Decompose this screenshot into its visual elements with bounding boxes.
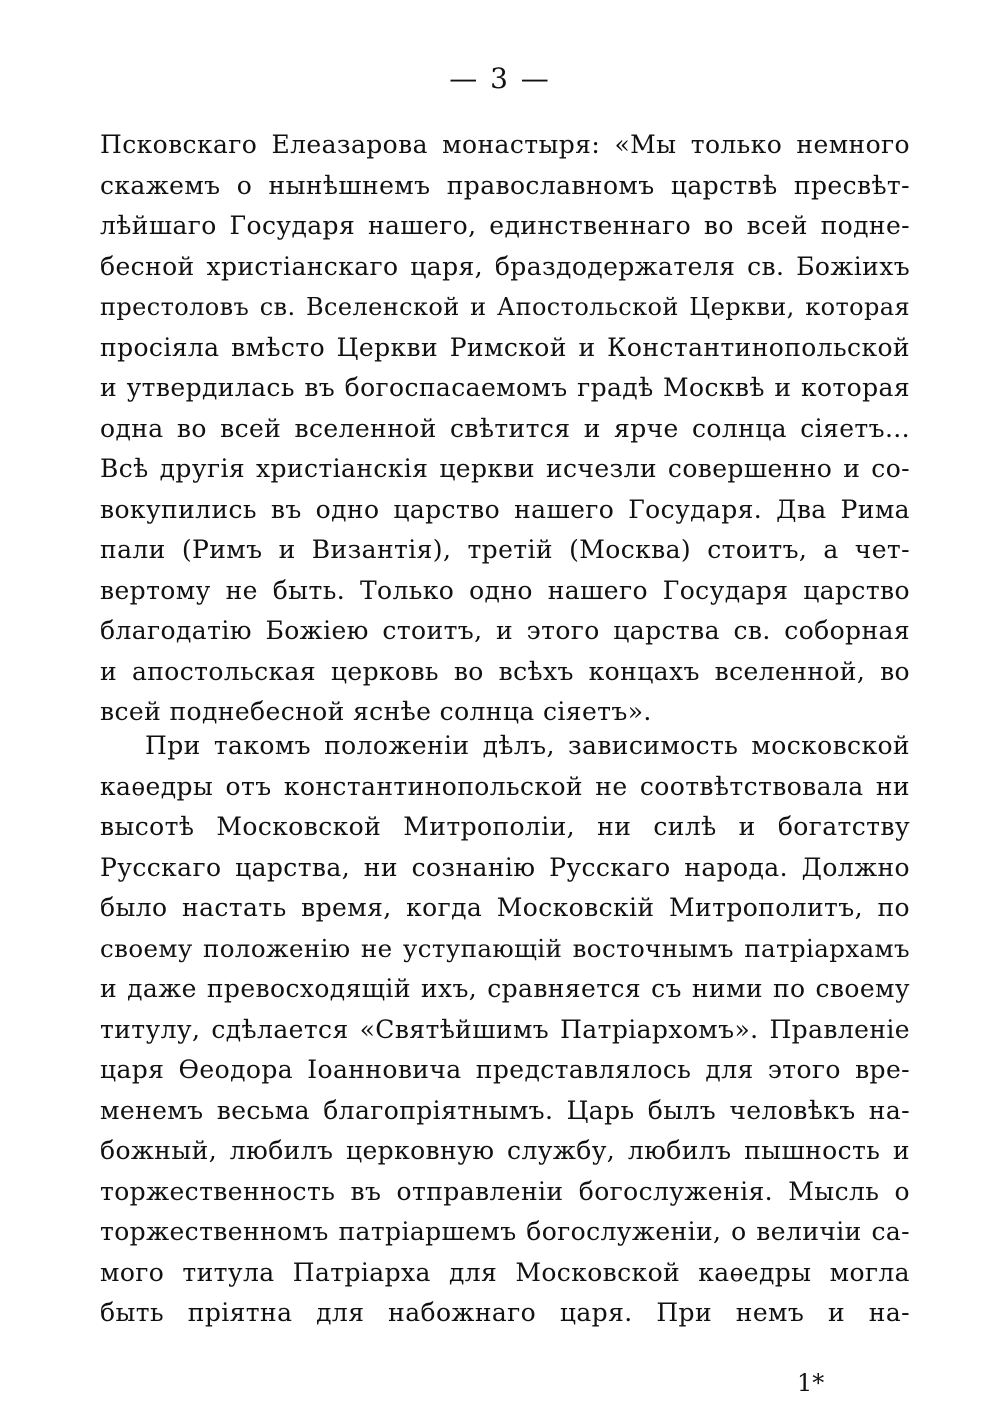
text-line: благодатію Божіею стоитъ, и этого царства св. соборная — [100, 616, 910, 645]
text-line: каѳедры отъ константинопольской не соотвѣтствовала ни — [100, 771, 910, 801]
text-line: торжественномъ патріаршемъ богослуженіи, о величіи са- — [100, 1217, 910, 1246]
text-line: вокупились въ одно царство нашего Государя. Два Рима — [100, 494, 910, 524]
text-line: Русскаго царства, ни сознанію Русскаго народа. Должно — [100, 852, 910, 882]
text-line: вертому не быть. Только одно нашего Государя царство — [100, 575, 910, 605]
text-line: Всѣ другія христіанскія церкви исчезли совершенно и со- — [100, 454, 910, 483]
text-line: просіяла вмѣсто Церкви Римской и Константинопольской — [100, 332, 910, 362]
paragraph-1 — [100, 125, 910, 733]
text-line: своему положенію не уступающій восточнымъ патріархамъ — [100, 933, 910, 963]
text-line: менемъ весьма благопріятнымъ. Царь былъ человѣкъ на- — [100, 1095, 910, 1125]
text-line: титулу, сдѣлается «Святѣйшимъ Патріархомъ». Правленіе — [100, 1014, 910, 1044]
text-line: бесной христіанскаго царя, браздодержателя св. Божіихъ — [100, 251, 910, 281]
text-line: При такомъ положеніи дѣлъ, зависимость московской — [145, 731, 910, 760]
printer-signature-mark: 1* — [797, 1369, 825, 1397]
text-line: Псковскаго Елеазарова монастыря: «Мы только немного — [100, 130, 910, 159]
text-line: торжественность въ отправленіи богослуженія. Мысль о — [100, 1176, 910, 1206]
text-line: лѣйшаго Государя нашего, единственнаго во всей поднe- — [100, 211, 910, 240]
text-line: одна во всей вселенной свѣтится и ярче солнца сіяетъ... — [100, 413, 910, 443]
paragraph-2 — [100, 726, 910, 1334]
text-line: и апостольская церковь во всѣхъ концахъ вселенной, во — [100, 656, 910, 686]
text-line: пали (Римъ и Византія), третій (Москва) стоитъ, а чет- — [100, 535, 910, 564]
text-line: божный, любилъ церковную службу, любилъ пышность и — [100, 1136, 910, 1165]
text-line: было настать время, когда Московскій Митрополитъ, по — [100, 893, 910, 922]
text-line: царя Ѳеодора Іоанновича представлялось для этого вре- — [100, 1055, 910, 1084]
text-line: и даже превосходящій ихъ, сравняется съ ними по своему — [100, 974, 910, 1003]
text-line: быть пріятна для набожнаго царя. При немъ и на- — [100, 1298, 910, 1327]
page-number-header: — 3 — — [449, 62, 551, 95]
text-line: мого титула Патріарха для Московской каѳедры могла — [100, 1257, 910, 1287]
text-line: скажемъ о нынѣшнемъ православномъ царствѣ пресвѣт- — [100, 170, 910, 200]
text-line: и утвердилась въ богоспасаемомъ градѣ Москвѣ и которая — [100, 373, 910, 402]
text-line: престоловъ св. Вселенской и Апостольской Церкви, которая — [100, 293, 910, 321]
text-line: всей поднебесной яснѣе солнца сіяетъ». — [100, 697, 652, 726]
text-line: высотѣ Московской Митрополіи, ни силѣ и богатству — [100, 812, 910, 841]
